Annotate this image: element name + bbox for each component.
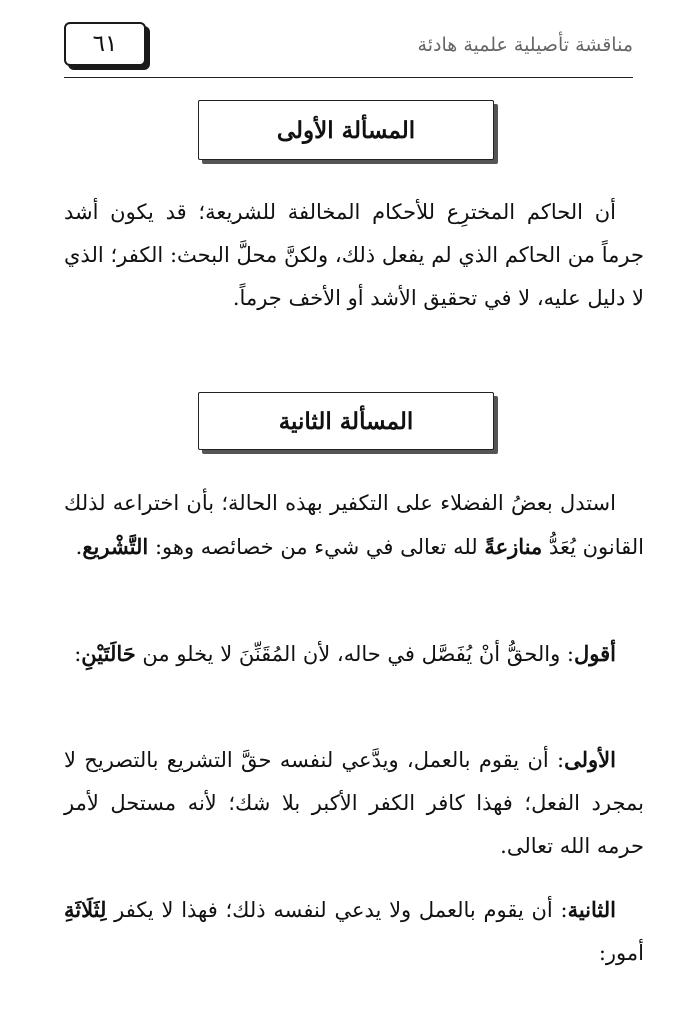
- section-title-box-1: [198, 100, 494, 160]
- section-title-2: المسألة الثانية: [278, 407, 414, 435]
- page-number: ٦١: [92, 31, 118, 57]
- header-divider: [64, 77, 633, 78]
- section-title-1: المسألة الأولى: [276, 116, 416, 144]
- paragraph-3-bold-c: حَالَتَيْنِ: [81, 641, 136, 666]
- page-number-box: [64, 22, 146, 66]
- paragraph-4-text-b: : أن يقوم بالعمل، ويدَّعي لنفسه حقَّ التشريع بالتصريح لا بمجرد الفعل؛ فهذا كافر الكفر الأكبر بلا شك؛ لأنه مستحل لأمر حرمه الله تعالى.: [64, 748, 644, 858]
- paragraph-2-text-e: .: [75, 535, 83, 559]
- paragraph-1: [64, 191, 644, 320]
- paragraph-5-lead: الثانية: [567, 897, 616, 922]
- paragraph-2: [64, 482, 644, 569]
- paragraph-2-text-c: لله تعالى في شيء من خصائصه وهو:: [148, 535, 485, 559]
- paragraph-1-text: أن الحاكم المخترِع للأحكام المخالفة للشريعة؛ قد يكون أشد جرماً من الحاكم الذي لم يفعل ذلك، ولكنَّ محلَّ البحث: الكفر؛ الذي لا دليل عليه، لا في تحقيق الأشد أو الأخف جرماً.: [64, 200, 644, 310]
- running-title: مناقشة تأصيلية علمية هادئة: [417, 34, 633, 56]
- paragraph-5-bold-c: لِثَلَاثَةِ: [64, 897, 107, 922]
- paragraph-3: [64, 632, 644, 676]
- paragraph-3-lead: أقول: [574, 641, 616, 666]
- paragraph-2-text-a: استدل بعضُ الفضلاء على التكفير بهذه الحالة؛ بأن اختراعه لذلك القانون يُعَدُّ: [64, 491, 644, 559]
- paragraph-3-text-b: : والحقُّ أنْ يُفَصَّل في حاله، لأن المُقَنِّنَ لا يخلو من: [135, 642, 575, 666]
- paragraph-5-text-b: : أن يقوم بالعمل ولا يدعي لنفسه ذلك؛ فهذا لا يكفر: [106, 898, 568, 922]
- section-title-box-2: [198, 392, 494, 450]
- paragraph-5: [64, 888, 644, 975]
- paragraph-5-text-d: أمور:: [598, 941, 644, 965]
- paragraph-2-bold-a: منازعةً: [484, 534, 543, 559]
- paragraph-4-lead: الأولى: [564, 747, 616, 772]
- paragraph-4: [64, 738, 644, 868]
- paragraph-3-text-d: :: [74, 642, 82, 666]
- paragraph-2-bold-d: التَّشْريع: [82, 534, 149, 559]
